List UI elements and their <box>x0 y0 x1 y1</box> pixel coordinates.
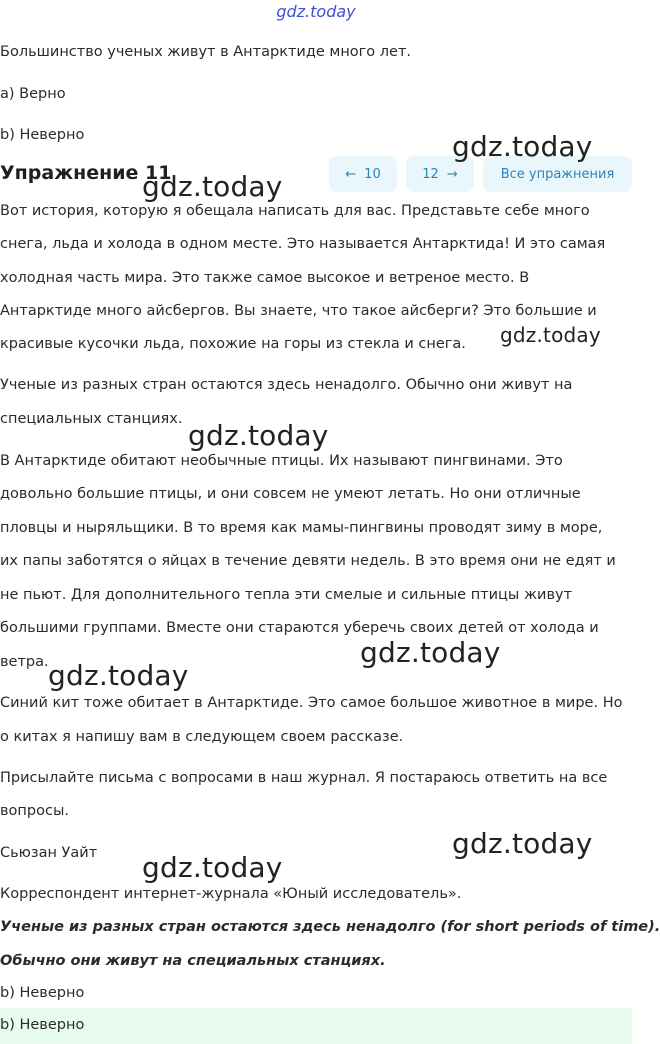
story-line: Сьюзан Уайт <box>0 845 98 861</box>
prev-exercise-button[interactable] <box>329 156 397 192</box>
watermark: gdz.today <box>360 636 501 669</box>
story-line: специальных станциях. <box>0 411 183 427</box>
explanation-text-1: Ученые из разных стран остаются здесь ненадолго ( <box>0 919 448 935</box>
story-line: Присылайте письма с вопросами в наш журнал. Я постараюсь ответить на все <box>0 770 608 786</box>
story-line: большими группами. Вместе они стараются уберечь своих детей от холода и <box>0 620 599 636</box>
arrow-left-icon: ← <box>345 166 357 182</box>
story-line: Ученые из разных стран остаются здесь ненадолго. Обычно они живут на <box>0 377 573 393</box>
arrow-right-icon: → <box>446 166 458 182</box>
all-exercises-label: Все упражнения <box>500 166 615 182</box>
question-text: Большинство ученых живут в Антарктиде много лет. <box>0 44 412 60</box>
watermark: gdz.today <box>48 659 189 692</box>
watermark: gdz.today <box>452 130 593 163</box>
story-line: В Антарктиде обитают необычные птицы. Их называют пингвинами. Это <box>0 453 563 469</box>
site-logo[interactable]: gdz.today <box>276 2 356 21</box>
explanation-text-2: ). <box>648 919 660 935</box>
story-line: снега, льда и холода в одном месте. Это называется Антарктида! И это самая <box>0 236 606 252</box>
answer-highlight-text: b) Неверно <box>0 1017 85 1033</box>
story-line: ветра. <box>0 654 49 670</box>
story-line: красивые кусочки льда, похожие на горы из стекла и снега. <box>0 336 466 352</box>
watermark: gdz.today <box>500 323 601 347</box>
story-line: Вот история, которую я обещала написать для вас. Представьте себе много <box>0 203 590 219</box>
watermark: gdz.today <box>452 827 593 860</box>
story-line: Синий кит тоже обитает в Антарктиде. Это самое большое животное в мире. Но <box>0 695 623 711</box>
option-a[interactable]: a) Верно <box>0 86 66 102</box>
explanation-line-1 <box>0 919 660 935</box>
answer-highlight-box <box>0 1008 632 1044</box>
story-line: не пьют. Для дополнительного тепла эти смелые и сильные птицы живут <box>0 587 573 603</box>
story-line: довольно большие птицы, и они совсем не умеют летать. Но они отличные <box>0 486 581 502</box>
watermark: gdz.today <box>142 851 283 884</box>
story-line: холодная часть мира. Это также самое высокое и ветреное место. В <box>0 270 530 286</box>
story-line: вопросы. <box>0 803 70 819</box>
option-b[interactable]: b) Неверно <box>0 127 85 143</box>
exercise-title: Упражнение 11 <box>0 162 172 184</box>
explanation-line-2: Обычно они живут на специальных станциях. <box>0 953 386 969</box>
story-line: их папы заботятся о яйцах в течение девяти недель. В это время они не едят и <box>0 553 616 569</box>
answer-note: b) Неверно <box>0 985 85 1001</box>
watermark: gdz.today <box>188 419 329 452</box>
story-line: Корреспондент интернет-журнала «Юный исследователь». <box>0 886 462 902</box>
watermark: gdz.today <box>142 170 283 203</box>
story-line: пловцы и ныряльщики. В то время как мамы-пингвины проводят зиму в море, <box>0 520 603 536</box>
story-line: Антарктиде много айсбергов. Вы знаете, что такое айсберги? Это большие и <box>0 303 597 319</box>
story-line: о китах я напишу вам в следующем своем рассказе. <box>0 729 404 745</box>
prev-exercise-label: 10 <box>364 166 381 182</box>
next-exercise-label: 12 <box>422 166 439 182</box>
explanation-bold: for short periods of time <box>447 919 649 935</box>
